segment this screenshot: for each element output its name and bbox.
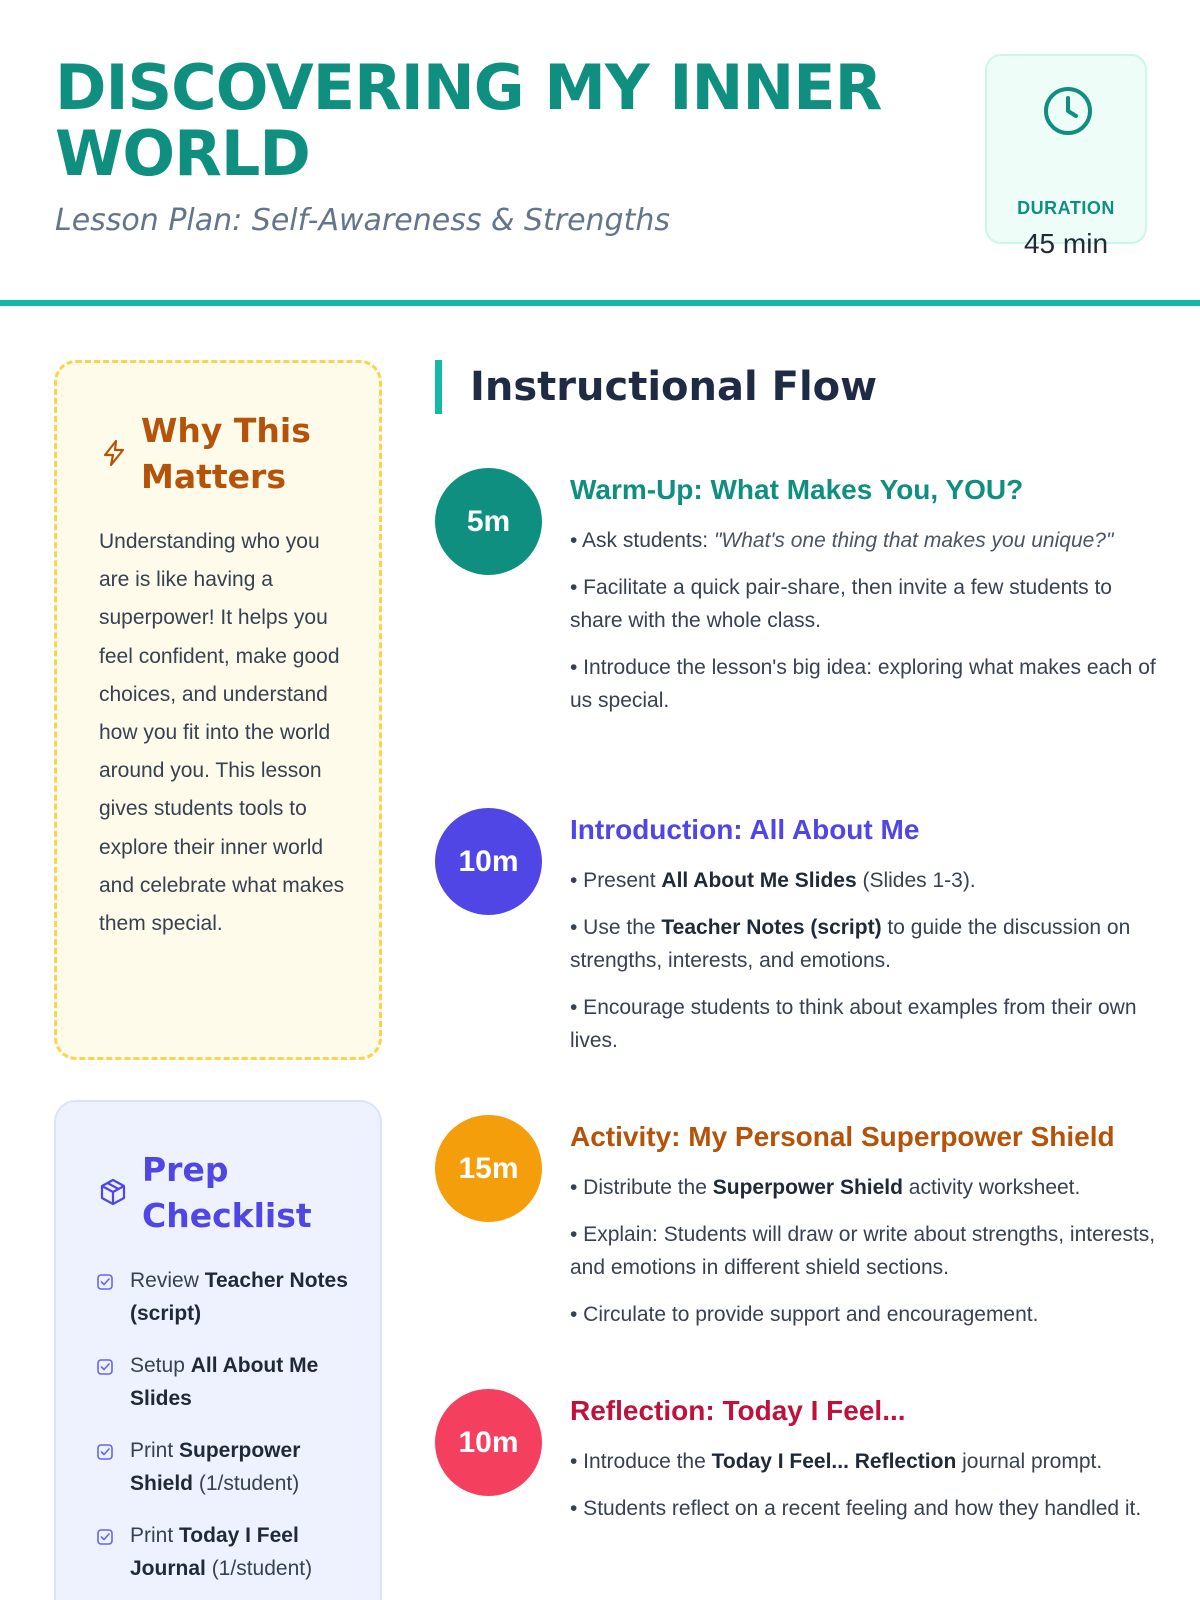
time-badge: 10m — [435, 808, 542, 915]
text-run: (1/student) — [205, 1557, 313, 1580]
bold-text: Today I Feel... Reflection — [711, 1450, 957, 1473]
bullet-item — [570, 524, 1160, 558]
why-this-matters-title: Why This Matters — [141, 411, 311, 496]
step-bullets — [570, 1171, 1160, 1344]
text-run: • Ask students: — [570, 529, 714, 552]
step-title: Activity: My Personal Superpower Shield — [570, 1121, 1115, 1152]
checklist-item — [96, 1434, 366, 1500]
header — [0, 0, 1200, 306]
why-this-matters-body: Understanding who you are is like having a superpower! It helps you feel confident, make good choices, and understand how you fit into the world around you. This lesson gives students tools to explore their inner world and celebrate what makes them special. — [99, 530, 345, 936]
text-run: Setup — [130, 1354, 191, 1377]
text-run: • Facilitate a quick pair-share, then invite a few students to share with the whole class. — [570, 575, 1112, 632]
prep-checklist-card — [54, 1100, 382, 1600]
text-run: • Distribute the — [570, 1176, 713, 1199]
checklist-item — [96, 1349, 366, 1415]
step-title: Warm-Up: What Makes You, YOU? — [570, 474, 1024, 505]
step-title: Introduction: All About Me — [570, 814, 920, 845]
checkbox-icon — [96, 1528, 114, 1546]
text-run: Print — [130, 1524, 180, 1547]
why-this-matters-card — [54, 360, 382, 1060]
checklist-item — [96, 1264, 366, 1330]
step-title: Reflection: Today I Feel... — [570, 1395, 906, 1426]
prep-checklist-title: Prep Checklist — [142, 1150, 312, 1235]
bullet-item — [570, 911, 1160, 978]
text-run: Review — [130, 1269, 205, 1292]
text-run: activity worksheet. — [902, 1176, 1081, 1199]
text-run: • Introduce the lesson's big idea: exploring what makes each of us special. — [570, 655, 1156, 712]
checkbox-icon — [96, 1273, 114, 1291]
checkbox-icon — [96, 1443, 114, 1461]
bullet-item — [570, 1492, 1160, 1526]
text-run: (Slides 1-3). — [856, 869, 976, 892]
bullet-item — [570, 1218, 1160, 1285]
checkbox-icon — [96, 1358, 114, 1376]
bullet-item — [570, 1298, 1160, 1332]
time-badge: 10m — [435, 1389, 542, 1496]
bold-text: Today I Feel Journal — [130, 1524, 299, 1580]
text-run: journal prompt. — [956, 1450, 1103, 1473]
step-bullets — [570, 1445, 1160, 1538]
bullet-item — [570, 1445, 1160, 1479]
text-run: (1/student) — [193, 1472, 300, 1495]
text-run: • Present — [570, 869, 662, 892]
bullet-item — [570, 864, 1160, 898]
page-title: DISCOVERING MY INNER WORLD — [55, 51, 882, 190]
bold-text: Superpower Shield — [712, 1176, 903, 1199]
bold-text: Superpower Shield — [130, 1439, 301, 1495]
bullet-item — [570, 991, 1160, 1058]
bullet-item — [570, 571, 1160, 638]
duration-value: 45 min — [1023, 228, 1109, 259]
box-icon — [98, 1177, 128, 1207]
step-bullets — [570, 864, 1160, 1071]
bold-text: All About Me Slides — [661, 869, 857, 892]
text-run: • Circulate to provide support and encouragement. — [570, 1302, 1039, 1326]
text-run: • Explain: Students will draw or write about strengths, interests, and emotions in different shield sections. — [570, 1222, 1156, 1279]
text-run: • Introduce the — [570, 1450, 712, 1473]
bold-text: Teacher Notes (script) — [130, 1269, 348, 1325]
time-badge: 5m — [435, 468, 542, 575]
instructional-flow-heading: Instructional Flow — [435, 360, 877, 414]
time-badge: 15m — [435, 1115, 542, 1222]
checklist-item — [96, 1519, 366, 1585]
prep-checklist — [96, 1264, 366, 1600]
bullet-item — [570, 1171, 1160, 1205]
bold-text: All About Me Slides — [130, 1354, 319, 1410]
duration-card — [985, 54, 1147, 259]
bullet-item — [570, 651, 1160, 718]
text-run: • Use the — [570, 915, 662, 939]
clock-icon — [1041, 84, 1095, 138]
bold-text: Teacher Notes (script) — [661, 915, 882, 939]
text-run: • Students reflect on a recent feeling and how they handled it. — [570, 1496, 1142, 1520]
lightning-icon — [99, 438, 129, 468]
text-run: • Encourage students to think about examples from their own lives. — [570, 995, 1137, 1052]
text-run: to guide the discussion on strengths, interests, and emotions. — [570, 915, 1131, 972]
page-subtitle: Lesson Plan: Self-Awareness & Strengths — [55, 203, 670, 238]
italic-quote: "What's one thing that makes you unique?" — [713, 529, 1114, 552]
text-run: Print — [130, 1439, 180, 1462]
step-bullets — [570, 524, 1160, 731]
duration-label: DURATION — [1017, 198, 1115, 218]
